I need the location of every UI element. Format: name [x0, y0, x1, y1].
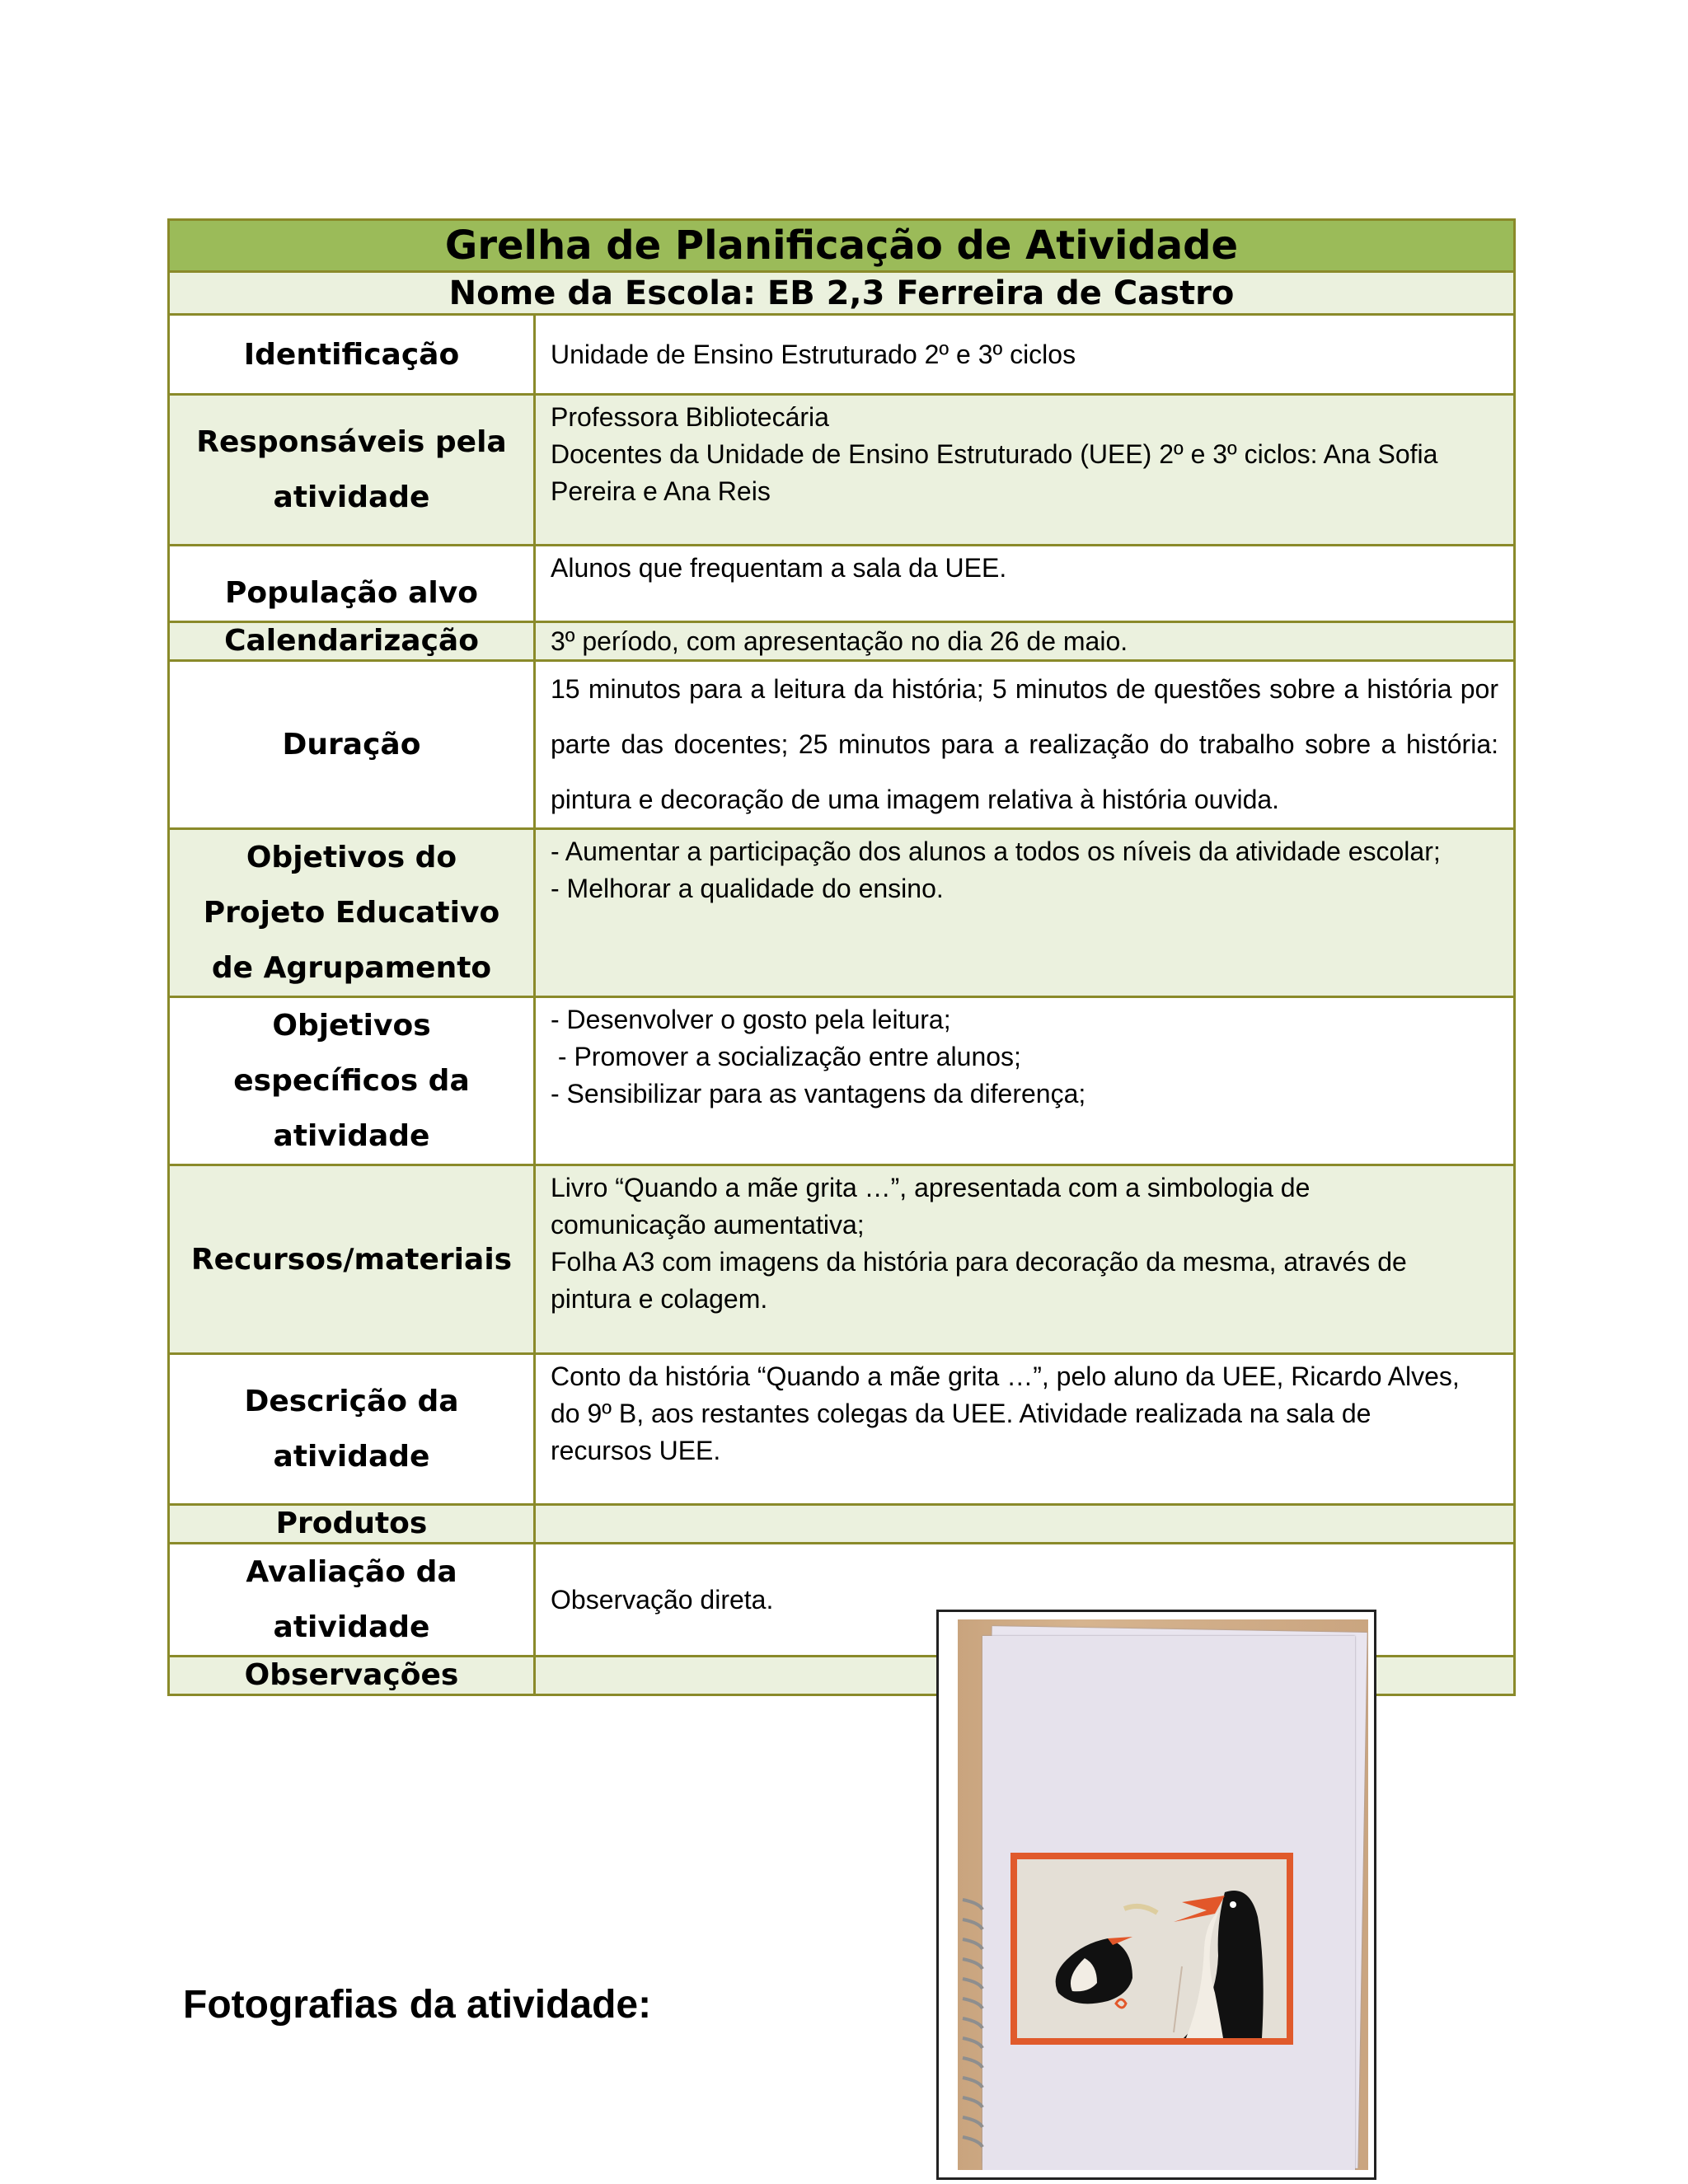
value-line: - Aumentar a participação dos alunos a todos os níveis da atividade escolar;	[551, 837, 1441, 866]
penguin-illustration-icon	[1017, 1859, 1287, 2038]
grid-title: Grelha de Planificação de Atividade	[169, 220, 1515, 272]
value-objetivos-projeto	[535, 829, 1515, 997]
value-line: - Desenvolver o gosto pela leitura;	[551, 1005, 951, 1034]
value-duracao: 15 minutos para a leitura da história; 5 minutos de questões sobre a história por parte das docentes; 25 minutos para a realização do trabalho sobre a história: pintura e decoração de uma imagem relativa à história ouvida.	[535, 661, 1515, 829]
book-cover-illustration	[1010, 1853, 1293, 2045]
label-line: Descrição da	[244, 1385, 459, 1418]
label-identificacao: Identificação	[169, 315, 535, 395]
value-line: Docentes da Unidade de Ensino Estruturado (UEE) 2º e 3º ciclos: Ana Sofia	[551, 439, 1438, 469]
value-line: 3º período, com apresentação no dia 26 de maio.	[551, 626, 1128, 656]
value-line: Folha A3 com imagens da história para decoração da mesma, através de	[551, 1247, 1407, 1277]
label-responsaveis	[169, 395, 535, 546]
value-line: - Promover a socialização entre alunos;	[551, 1042, 1021, 1071]
label-produtos: Produtos	[169, 1505, 535, 1544]
value-calendarizacao	[535, 622, 1515, 661]
value-line: Unidade de Ensino Estruturado 2º e 3º ciclos	[551, 339, 1076, 369]
value-line: pintura e colagem.	[551, 1284, 768, 1314]
label-line: específicos da	[233, 1064, 470, 1098]
label-objetivos-especificos	[169, 997, 535, 1165]
label-calendarizacao: Calendarização	[169, 622, 535, 661]
value-line: recursos UEE.	[551, 1436, 721, 1465]
value-objetivos-especificos	[535, 997, 1515, 1165]
activity-photo	[958, 1619, 1368, 2170]
value-line: Professora Bibliotecária	[551, 402, 829, 432]
spiral-binding-icon	[959, 1891, 987, 2155]
label-line: Avaliação da	[246, 1555, 457, 1589]
label-line: atividade	[273, 1440, 430, 1474]
label-recursos: Recursos/materiais	[169, 1165, 535, 1354]
label-line: atividade	[273, 1119, 430, 1153]
value-line: Conto da história “Quando a mãe grita …”, pelo aluno da UEE, Ricardo Alves,	[551, 1361, 1460, 1391]
label-descricao	[169, 1354, 535, 1505]
photos-heading: Fotografias da atividade:	[183, 1983, 652, 2027]
value-produtos	[535, 1505, 1515, 1544]
label-objetivos-projeto	[169, 829, 535, 997]
school-name: Nome da Escola: EB 2,3 Ferreira de Castro	[169, 272, 1515, 315]
planning-grid	[167, 218, 1516, 1696]
value-line: Pereira e Ana Reis	[551, 476, 771, 506]
value-recursos	[535, 1165, 1515, 1354]
value-line: - Melhorar a qualidade do ensino.	[551, 874, 944, 903]
value-line: Livro “Quando a mãe grita …”, apresentada com a simbologia de	[551, 1173, 1311, 1202]
value-identificacao	[535, 315, 1515, 395]
label-line: atividade	[273, 480, 430, 514]
value-populacao	[535, 546, 1515, 622]
label-avaliacao	[169, 1544, 535, 1657]
label-duracao: Duração	[169, 661, 535, 829]
value-avaliacao: Observação direta.	[535, 1544, 1515, 1657]
label-line: Projeto Educativo	[203, 896, 500, 930]
value-line: comunicação aumentativa;	[551, 1210, 865, 1240]
label-line: atividade	[273, 1610, 430, 1644]
label-line: Objetivos do	[246, 841, 457, 874]
value-responsaveis	[535, 395, 1515, 546]
value-line: do 9º B, aos restantes colegas da UEE. Atividade realizada na sala de	[551, 1399, 1372, 1428]
label-line: Responsáveis pela	[196, 425, 507, 459]
value-line: Alunos que frequentam a sala da UEE.	[551, 553, 1007, 583]
value-descricao	[535, 1354, 1515, 1505]
value-line: - Sensibilizar para as vantagens da diferença;	[551, 1079, 1086, 1108]
label-populacao: População alvo	[169, 546, 535, 622]
label-line: de Agrupamento	[211, 951, 492, 985]
label-line: Objetivos	[272, 1009, 431, 1043]
label-observacoes: Observações	[169, 1657, 535, 1695]
